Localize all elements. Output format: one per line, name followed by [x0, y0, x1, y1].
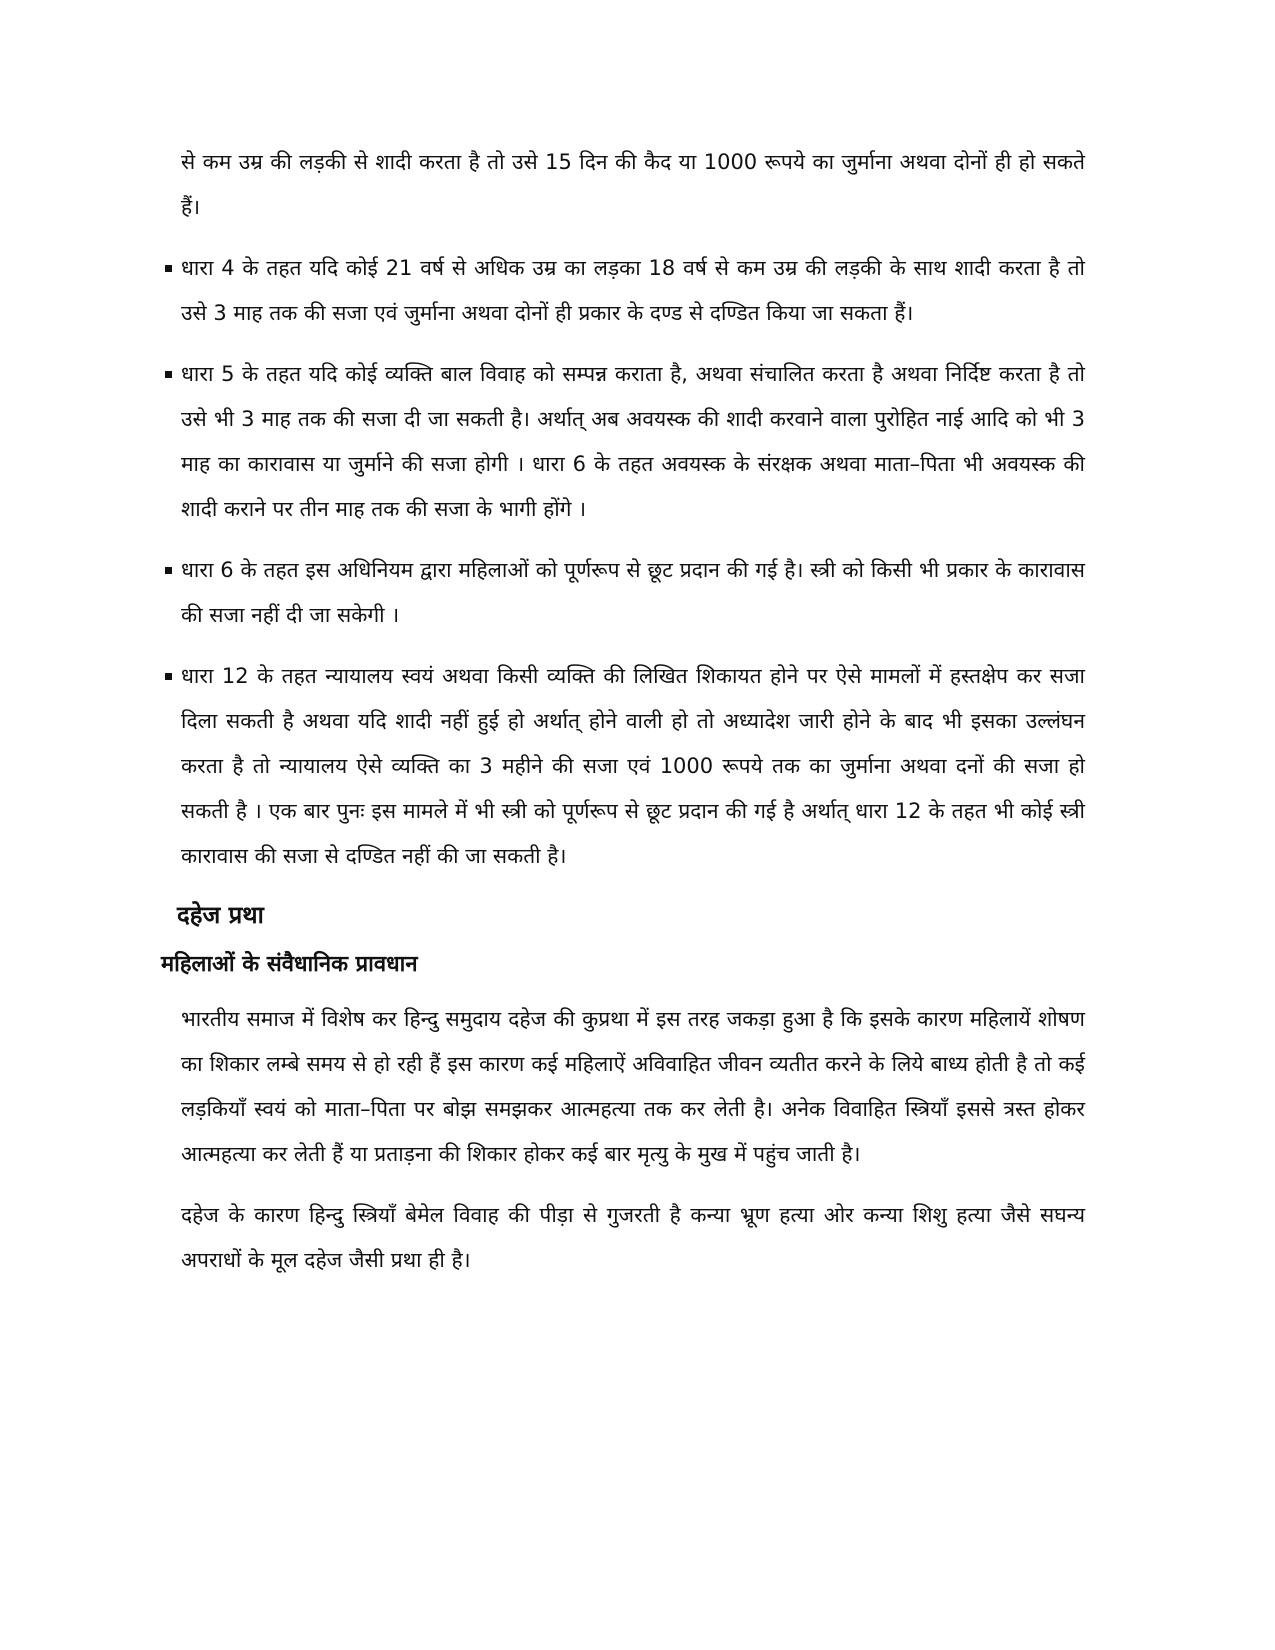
- document-body: [161, 140, 1085, 1299]
- subheading-constitutional-provisions: महिलाओं के संवैधानिक प्रावधान: [161, 952, 418, 977]
- bullet-text: धारा 4 के तहत यदि कोई 21 वर्ष से अधिक उम्र का लड़का 18 वर्ष से कम उम्र की लड़की के साथ शादी करता है तो उसे 3 माह तक की सजा एवं जुर्माना अथवा दोनों ही प्रकार के दण्ड से दण्डित किया जा सकता हैं।: [181, 256, 1085, 325]
- body-paragraph: भारतीय समाज में विशेष कर हिन्दु समुदाय दहेज की कुप्रथा में इस तरह जकड़ा हुआ है कि इसके कारण महिलायें शोषण का शिकार लम्बे समय से हो रही हैं इस कारण कई महिलाऐं अविवाहित जीवन व्यतीत करने के लिये बाध्य होती है तो कई लड़कियॉं स्वयं को माता–पिता पर बोझ समझकर आत्महत्या तक कर लेती है। अनेक विवाहित स्त्रियॉं इससे त्रस्त होकर आत्महत्या कर लेती हैं या प्रताड़ना की शिकार होकर कई बार मृत्यु के मुख में पहुंच जाती है।: [181, 1007, 1085, 1166]
- square-bullet-icon: [165, 265, 172, 272]
- bullet-text: धारा 6 के तहत इस अधिनियम द्वारा महिलाओं को पूर्णरूप से छूट प्रदान की गई है। स्त्री को किसी भी प्रकार के कारावास की सजा नहीं दी जा सकेगी ।: [181, 558, 1085, 627]
- square-bullet-icon: [165, 371, 172, 378]
- square-bullet-icon: [165, 673, 172, 680]
- bullet-item-section-4: [165, 246, 1085, 336]
- bullet-item-section-6: [165, 548, 1085, 638]
- continuation-paragraph: से कम उम्र की लड़की से शादी करता है तो उसे 15 दिन की कैद या 1000 रूपये का जुर्माना अथवा दोनों ही हो सकते हैं।: [181, 150, 1085, 219]
- section-heading-dowry: दहेज प्रथा: [177, 901, 264, 929]
- bullet-item-section-12: [165, 654, 1085, 879]
- body-paragraph: दहेज के कारण हिन्दु स्त्रियॉं बेमेल विवाह की पीड़ा से गुजरती है कन्या भ्रूण हत्या ओर कन्या शिशु हत्या जैसे सघन्य अपराधों के मूल दहेज जैसी प्रथा ही है।: [181, 1203, 1085, 1272]
- bullet-item-section-5: [165, 352, 1085, 532]
- square-bullet-icon: [165, 567, 172, 574]
- bullet-text: धारा 12 के तहत न्यायालय स्वयं अथवा किसी व्यक्ति की लिखित शिकायत होने पर ऐसे मामलों में हस्तक्षेप कर सजा दिला सकती है अथवा यदि शादी नहीं हुई हो अर्थात् होने वाली हो तो अध्यादेश जारी होने के बाद भी इसका उल्लंघन करता है तो न्यायालय ऐसे व्यक्ति का 3 महीने की सजा एवं 1000 रूपये तक का जुर्माना अथवा दनों की सजा हो सकती है । एक बार पुनः इस मामले में भी स्त्री को पूर्णरूप से छूट प्रदान की गई है अर्थात् धारा 12 के तहत भी कोई स्त्री कारावास की सजा से दण्डित नहीं की जा सकती है।: [181, 664, 1085, 868]
- bullet-text: धारा 5 के तहत यदि कोई व्यक्ति बाल विवाह को सम्पन्न कराता है, अथवा संचालित करता है अथवा निर्दिष्ट करता है तो उसे भी 3 माह तक की सजा दी जा सकती है। अर्थात् अब अवयस्क की शादी करवाने वाला पुरोहित नाई आदि को भी 3 माह का कारावास या जुर्माने की सजा होगी । धारा 6 के तहत अवयस्क के संरक्षक अथवा माता–पिता भी अवयस्क की शादी कराने पर तीन माह तक की सजा के भागी होंगे ।: [181, 362, 1085, 521]
